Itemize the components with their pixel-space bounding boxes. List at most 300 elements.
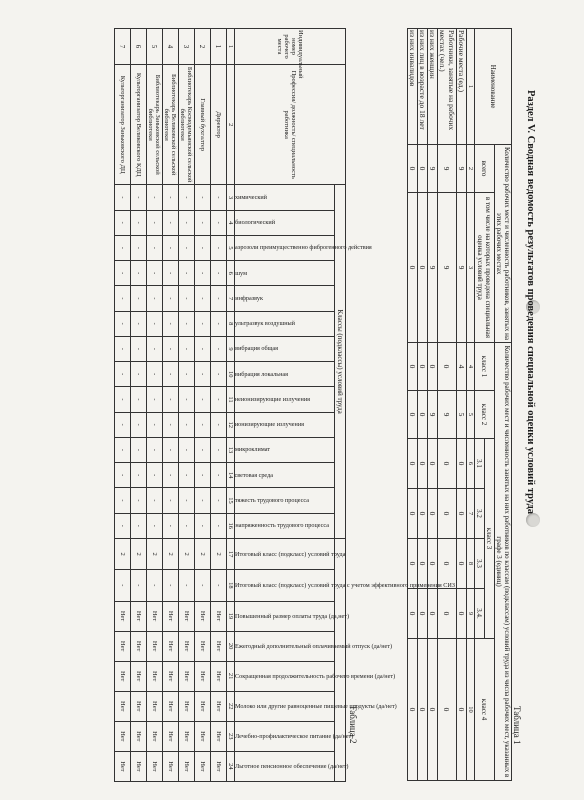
t2-cell-value: -: [115, 412, 131, 437]
t1-cell-value: 0: [408, 343, 418, 391]
t2-factor-label: ионизирующие излучения: [235, 421, 305, 429]
t2-cell-value: -: [211, 513, 227, 538]
t2-header-blank: [335, 538, 346, 781]
t2-column-number: 10: [227, 362, 235, 387]
t2-cell-value: -: [147, 513, 163, 538]
t2-cell-value: Нет: [115, 631, 131, 661]
t2-cell-value: -: [147, 185, 163, 210]
t1-cell-value: 9: [428, 391, 438, 439]
t2-row-id: 2: [195, 29, 211, 65]
t2-cell-value: Нет: [179, 631, 195, 661]
t2-cell-value: -: [147, 235, 163, 260]
t1-header-c31: 3.1: [475, 439, 485, 489]
t2-cell-value: -: [179, 463, 195, 488]
table-row: [457, 29, 467, 781]
t2-cell-value: Нет: [211, 601, 227, 631]
t2-cell-value: -: [115, 311, 131, 336]
t1-cell-value: 0: [428, 539, 438, 589]
t2-cell-value: -: [179, 185, 195, 210]
t2-cell-value: -: [131, 437, 147, 462]
t2-cell-value: -: [115, 185, 131, 210]
t1-cell-value: 0: [418, 439, 428, 489]
t2-column-number: 13: [227, 437, 235, 462]
t1-cell-value: 0: [408, 489, 418, 539]
t2-factor-header: [235, 661, 396, 691]
t1-row-name: из них лиц в возрасте до 18 лет: [418, 29, 428, 145]
t2-factor-label: неионизирующие излучения: [235, 395, 311, 403]
t2-factor-header: [235, 311, 335, 336]
t2-cell-value: Нет: [147, 631, 163, 661]
t2-cell-value: -: [115, 387, 131, 412]
t2-factor-label: инфразвук: [235, 294, 263, 302]
t2-factor-label: тяжесть трудового процесса: [235, 496, 310, 504]
t2-cell-value: 2: [115, 538, 131, 569]
t2-factor-header: [235, 235, 372, 260]
t2-cell-value: -: [115, 362, 131, 387]
t2-cell-value: -: [211, 412, 227, 437]
t2-cell-value: -: [179, 235, 195, 260]
t2-cell-value: Нет: [131, 691, 147, 721]
t2-cell-value: -: [179, 412, 195, 437]
t2-cell-value: -: [115, 513, 131, 538]
t2-body: [115, 29, 227, 782]
table-row: [438, 29, 457, 781]
t1-cell-value: 9: [457, 193, 467, 343]
t1-row-name: из них инвалидов: [408, 29, 418, 145]
t1-body: [408, 29, 467, 781]
t2-column-number: 7: [227, 286, 235, 311]
t2-factor-label: ультразвук воздушный: [235, 320, 296, 328]
t1-cell-value: 0: [438, 439, 457, 489]
t2-cell-value: -: [131, 570, 147, 601]
t2-column-number: 15: [227, 488, 235, 513]
t2-cell-value: 2: [179, 538, 195, 569]
t1-cell-value: 0: [457, 489, 467, 539]
t2-factor-label: Лечебно-профилактическое питание (да/нет): [235, 732, 354, 740]
t1-cell-value: 0: [457, 639, 467, 781]
t2-row-profession: Библиотекарь Космодемьянской сельской библиотеки: [179, 65, 195, 185]
table-row: [147, 29, 163, 782]
t2-cell-value: -: [195, 513, 211, 538]
t1-column-number: 10: [467, 639, 475, 781]
t2-factor-label: Молоко или другие равноценные пищевые продукты (да/нет): [235, 702, 397, 710]
t2-cell-value: -: [179, 513, 195, 538]
t2-cell-value: -: [195, 261, 211, 286]
t2-cell-value: -: [211, 235, 227, 260]
t2-factor-header: [235, 488, 335, 513]
table1-label: Таблица 1: [512, 706, 522, 745]
t2-cell-value: -: [131, 286, 147, 311]
t2-cell-value: -: [195, 488, 211, 513]
t2-factor-header: [235, 437, 335, 462]
t2-cell-value: Нет: [115, 751, 131, 781]
table1-summary: [407, 28, 512, 781]
t1-row-name: Рабочие места (ед.): [457, 29, 467, 145]
t2-cell-value: -: [115, 210, 131, 235]
t2-cell-value: -: [147, 437, 163, 462]
t2-header-id: Индивидуальный номер рабочего места: [235, 29, 346, 65]
t1-cell-value: 9: [428, 193, 438, 343]
t2-cell-value: Нет: [163, 691, 179, 721]
t2-column-number: 5: [227, 235, 235, 260]
t2-cell-value: -: [147, 286, 163, 311]
t2-cell-value: -: [131, 362, 147, 387]
t2-cell-value: -: [211, 362, 227, 387]
t2-cell-value: -: [163, 362, 179, 387]
t2-row-id: 3: [179, 29, 195, 65]
t2-cell-value: -: [179, 362, 195, 387]
t1-column-number: 2: [467, 145, 475, 193]
t1-cell-value: 4: [457, 343, 467, 391]
t2-cell-value: Нет: [211, 721, 227, 751]
table-row: [408, 29, 418, 781]
t2-factor-label: биологический: [235, 219, 275, 227]
t2-factor-header: [235, 513, 335, 538]
t2-row-id: 4: [163, 29, 179, 65]
table2-label: Таблица 2: [348, 705, 358, 744]
t2-cell-value: -: [195, 336, 211, 361]
t2-cell-value: -: [147, 261, 163, 286]
t2-cell-value: Нет: [163, 751, 179, 781]
t2-cell-value: -: [115, 286, 131, 311]
t2-cell-value: Нет: [163, 721, 179, 751]
t2-factor-header: [235, 463, 335, 488]
t1-cell-value: 9: [438, 193, 457, 343]
t2-cell-value: -: [131, 210, 147, 235]
t2-cell-value: -: [131, 235, 147, 260]
t2-cell-value: 2: [195, 538, 211, 569]
t1-cell-value: 9: [438, 145, 457, 193]
table-row: [418, 29, 428, 781]
table-row: [195, 29, 211, 782]
t2-cell-value: -: [211, 437, 227, 462]
t2-cell-value: 2: [131, 538, 147, 569]
t2-cell-value: -: [163, 412, 179, 437]
t2-cell-value: -: [163, 463, 179, 488]
t2-cell-value: Нет: [131, 751, 147, 781]
t2-cell-value: -: [179, 336, 195, 361]
t2-cell-value: Нет: [131, 721, 147, 751]
t1-cell-value: 0: [457, 439, 467, 489]
t1-cell-value: 0: [438, 639, 457, 781]
t2-cell-value: -: [163, 488, 179, 513]
t2-column-number: 1: [227, 29, 235, 65]
t2-factor-label: Итоговый класс (подкласс) условий труда: [235, 550, 346, 558]
t2-cell-value: Нет: [131, 631, 147, 661]
t2-cell-value: -: [211, 336, 227, 361]
t1-cell-value: 5: [457, 391, 467, 439]
t1-header-c32: 3.2: [475, 489, 485, 539]
t2-cell-value: -: [115, 235, 131, 260]
t2-cell-value: -: [131, 311, 147, 336]
t2-factor-label: вибрация общая: [235, 345, 278, 353]
t2-row-profession: Культорганизатор Великовского КДЦ: [131, 65, 147, 185]
section-title: Раздел V. Сводная ведомость результатов проведения специальной оценки условий труда: [525, 90, 536, 515]
t2-cell-value: Нет: [131, 601, 147, 631]
t2-cell-value: -: [195, 412, 211, 437]
t2-cell-value: -: [211, 261, 227, 286]
t1-cell-value: 0: [408, 145, 418, 193]
t2-cell-value: -: [163, 235, 179, 260]
t2-cell-value: Нет: [179, 691, 195, 721]
t2-cell-value: -: [163, 210, 179, 235]
t2-column-number: 20: [227, 631, 235, 661]
t2-cell-value: -: [195, 235, 211, 260]
t1-column-number: 9: [467, 589, 475, 639]
t2-column-numbers: [227, 29, 235, 782]
t2-cell-value: -: [147, 311, 163, 336]
t2-cell-value: Нет: [115, 691, 131, 721]
t1-header-class3: класс 3: [485, 439, 495, 639]
t2-cell-value: -: [131, 185, 147, 210]
t1-cell-value: 0: [428, 589, 438, 639]
t1-cell-value: 0: [408, 193, 418, 343]
t1-cell-value: 0: [418, 539, 428, 589]
t2-cell-value: -: [163, 387, 179, 412]
t1-column-number: 7: [467, 489, 475, 539]
t2-cell-value: -: [211, 570, 227, 601]
t2-cell-value: -: [179, 387, 195, 412]
t2-column-number: 6: [227, 261, 235, 286]
t1-header-class2: класс 2: [475, 391, 495, 439]
t2-factor-header: [235, 691, 397, 721]
t2-row-id: 1: [211, 29, 227, 65]
t1-row-name: из них женщин: [428, 29, 438, 145]
t2-factor-header: [235, 570, 455, 601]
t2-factor-label: Итоговый класс (подкласс) условий труда с учетом эффективного применения СИЗ: [235, 581, 455, 589]
t2-cell-value: -: [195, 311, 211, 336]
t2-column-number: 16: [227, 513, 235, 538]
t2-cell-value: -: [179, 570, 195, 601]
t2-cell-value: Нет: [179, 721, 195, 751]
t2-cell-value: Нет: [211, 631, 227, 661]
t2-cell-value: -: [195, 286, 211, 311]
table-row: [179, 29, 195, 782]
t1-cell-value: 0: [418, 145, 428, 193]
t2-cell-value: -: [195, 210, 211, 235]
t1-header-class4: класс 4: [475, 639, 495, 781]
t2-cell-value: Нет: [147, 661, 163, 691]
t2-cell-value: 2: [163, 538, 179, 569]
t2-cell-value: -: [115, 437, 131, 462]
t2-column-number: 24: [227, 751, 235, 781]
t1-header-count-group: Количество рабочих мест и численность работников, занятых на этих рабочих местах: [495, 145, 512, 343]
table-row: [115, 29, 131, 782]
t1-cell-value: 0: [408, 589, 418, 639]
t2-cell-value: -: [147, 362, 163, 387]
t2-factor-label: Ежегодный дополнительный оплачиваемый отпуск (да/нет): [235, 642, 393, 650]
t2-header-classes-group: Классы (подклассы) условий труда: [335, 185, 346, 539]
t2-cell-value: -: [147, 412, 163, 437]
t2-cell-value: -: [131, 387, 147, 412]
t1-cell-value: 0: [428, 343, 438, 391]
t2-factor-header: [235, 601, 350, 631]
t2-cell-value: -: [163, 311, 179, 336]
t2-column-number: 21: [227, 661, 235, 691]
t1-cell-value: 0: [438, 343, 457, 391]
t2-cell-value: Нет: [211, 661, 227, 691]
t2-cell-value: -: [179, 261, 195, 286]
t2-cell-value: -: [131, 463, 147, 488]
t1-cell-value: 0: [408, 639, 418, 781]
t2-cell-value: -: [195, 570, 211, 601]
t1-cell-value: 0: [428, 639, 438, 781]
t1-header-name: Наименование: [475, 29, 512, 145]
t2-cell-value: 2: [147, 538, 163, 569]
t2-cell-value: Нет: [195, 601, 211, 631]
t1-cell-value: 0: [457, 539, 467, 589]
t2-factor-header: [235, 751, 349, 781]
t1-cell-value: 0: [418, 391, 428, 439]
t2-cell-value: Нет: [195, 631, 211, 661]
t2-factor-label: Повышенный размер оплаты труда (да,нет): [235, 612, 350, 620]
t1-cell-value: 0: [408, 439, 418, 489]
t2-cell-value: -: [131, 488, 147, 513]
t2-column-number: 4: [227, 210, 235, 235]
t2-cell-value: Нет: [179, 661, 195, 691]
t2-cell-value: -: [211, 210, 227, 235]
t2-cell-value: -: [195, 185, 211, 210]
table-row: [211, 29, 227, 782]
table-row: [163, 29, 179, 782]
t2-cell-value: Нет: [147, 691, 163, 721]
t1-cell-value: 0: [428, 439, 438, 489]
t1-cell-value: 0: [457, 589, 467, 639]
t2-cell-value: -: [147, 387, 163, 412]
t2-factor-label: световая среда: [235, 471, 274, 479]
t2-row-profession: Библиотекарь Заньковской сельской библиотеки: [147, 65, 163, 185]
t2-cell-value: -: [115, 261, 131, 286]
t2-cell-value: Нет: [163, 631, 179, 661]
t2-factor-header: [235, 387, 335, 412]
t1-column-number: 4: [467, 343, 475, 391]
t1-header-class1: класс 1: [475, 343, 495, 391]
t2-cell-value: -: [211, 387, 227, 412]
t1-column-numbers: [467, 29, 475, 781]
t1-column-number: 8: [467, 539, 475, 589]
t2-header-profession: Профессия/ должность/ специальность работника: [235, 65, 346, 185]
t2-cell-value: -: [147, 570, 163, 601]
table-row: [428, 29, 438, 781]
t1-column-number: 3: [467, 193, 475, 343]
t1-cell-value: 0: [438, 489, 457, 539]
t2-column-number: 17: [227, 538, 235, 569]
t2-cell-value: -: [131, 336, 147, 361]
t2-row-id: 6: [131, 29, 147, 65]
t1-column-number: 6: [467, 439, 475, 489]
t1-cell-value: 0: [418, 589, 428, 639]
t1-cell-value: 0: [408, 539, 418, 589]
t2-cell-value: -: [163, 261, 179, 286]
t2-cell-value: -: [179, 311, 195, 336]
t1-header-c33: 3.3: [475, 539, 485, 589]
t2-factor-label: химический: [235, 193, 268, 201]
t2-factor-header: [235, 210, 335, 235]
t1-cell-value: 0: [418, 639, 428, 781]
t2-column-number: 14: [227, 463, 235, 488]
t1-header-total: всего: [475, 145, 495, 193]
t2-cell-value: -: [147, 210, 163, 235]
t2-factor-label: вибрация локальная: [235, 370, 288, 378]
t2-cell-value: -: [131, 513, 147, 538]
t2-cell-value: Нет: [179, 751, 195, 781]
t2-cell-value: -: [115, 570, 131, 601]
t2-cell-value: -: [115, 336, 131, 361]
t2-cell-value: Нет: [163, 601, 179, 631]
t2-cell-value: -: [115, 488, 131, 513]
t2-cell-value: Нет: [195, 691, 211, 721]
t2-cell-value: Нет: [163, 661, 179, 691]
t2-row-profession: Культорганизатор Заньковского ДЦ: [115, 65, 131, 185]
t1-cell-value: 0: [418, 193, 428, 343]
t1-cell-value: 9: [428, 145, 438, 193]
t2-factor-header: [235, 362, 335, 387]
t2-cell-value: Нет: [115, 601, 131, 631]
table-row: [131, 29, 147, 782]
t1-column-number: 5: [467, 391, 475, 439]
t2-cell-value: Нет: [115, 721, 131, 751]
t1-cell-value: 9: [438, 391, 457, 439]
t2-cell-value: Нет: [211, 691, 227, 721]
t2-column-number: 22: [227, 691, 235, 721]
t1-header-in-that: в том числе на которых проведена специальная оценка условий труда: [475, 193, 495, 343]
t2-cell-value: Нет: [147, 601, 163, 631]
t2-column-number: 18: [227, 570, 235, 601]
t2-cell-value: -: [211, 311, 227, 336]
t2-row-id: 5: [147, 29, 163, 65]
t1-cell-value: 0: [408, 391, 418, 439]
t2-cell-value: -: [195, 387, 211, 412]
t2-cell-value: -: [147, 336, 163, 361]
t2-cell-value: 2: [211, 538, 227, 569]
t2-cell-value: -: [131, 412, 147, 437]
t2-cell-value: -: [163, 570, 179, 601]
t2-factor-header: [235, 336, 335, 361]
t2-column-number: 19: [227, 601, 235, 631]
t2-factor-label: Льготное пенсионное обеспечение (да/нет): [235, 762, 349, 770]
t2-row-profession: Главный бухгалтер: [195, 65, 211, 185]
t2-factor-header: [235, 631, 393, 661]
t2-column-number: 8: [227, 311, 235, 336]
t2-factor-label: аэрозоли преимущественно фиброгенного действия: [235, 244, 372, 252]
t2-factor-label: напряженность трудового процесса: [235, 522, 329, 530]
t2-column-number: 23: [227, 721, 235, 751]
t2-factor-label: шум: [235, 269, 247, 277]
t2-cell-value: Нет: [195, 721, 211, 751]
t2-cell-value: -: [163, 185, 179, 210]
t2-cell-value: -: [195, 362, 211, 387]
t2-factor-label: Сокращенная продолжительность рабочего времени (да/нет): [235, 672, 396, 680]
t2-cell-value: -: [147, 463, 163, 488]
t2-factor-header: [235, 412, 335, 437]
t2-cell-value: -: [147, 488, 163, 513]
t2-cell-value: -: [211, 463, 227, 488]
t2-factor-header: [235, 185, 335, 210]
t2-column-number: 12: [227, 412, 235, 437]
t1-cell-value: 0: [418, 343, 428, 391]
t2-cell-value: -: [179, 437, 195, 462]
t2-cell-value: -: [163, 437, 179, 462]
t2-cell-value: Нет: [131, 661, 147, 691]
t1-cell-value: 9: [457, 145, 467, 193]
t1-column-number: 1: [467, 29, 475, 145]
t2-factor-header: [235, 538, 346, 569]
t2-cell-value: Нет: [179, 601, 195, 631]
t2-cell-value: -: [195, 437, 211, 462]
t2-cell-value: Нет: [115, 661, 131, 691]
t2-cell-value: -: [195, 463, 211, 488]
t2-cell-value: -: [211, 185, 227, 210]
